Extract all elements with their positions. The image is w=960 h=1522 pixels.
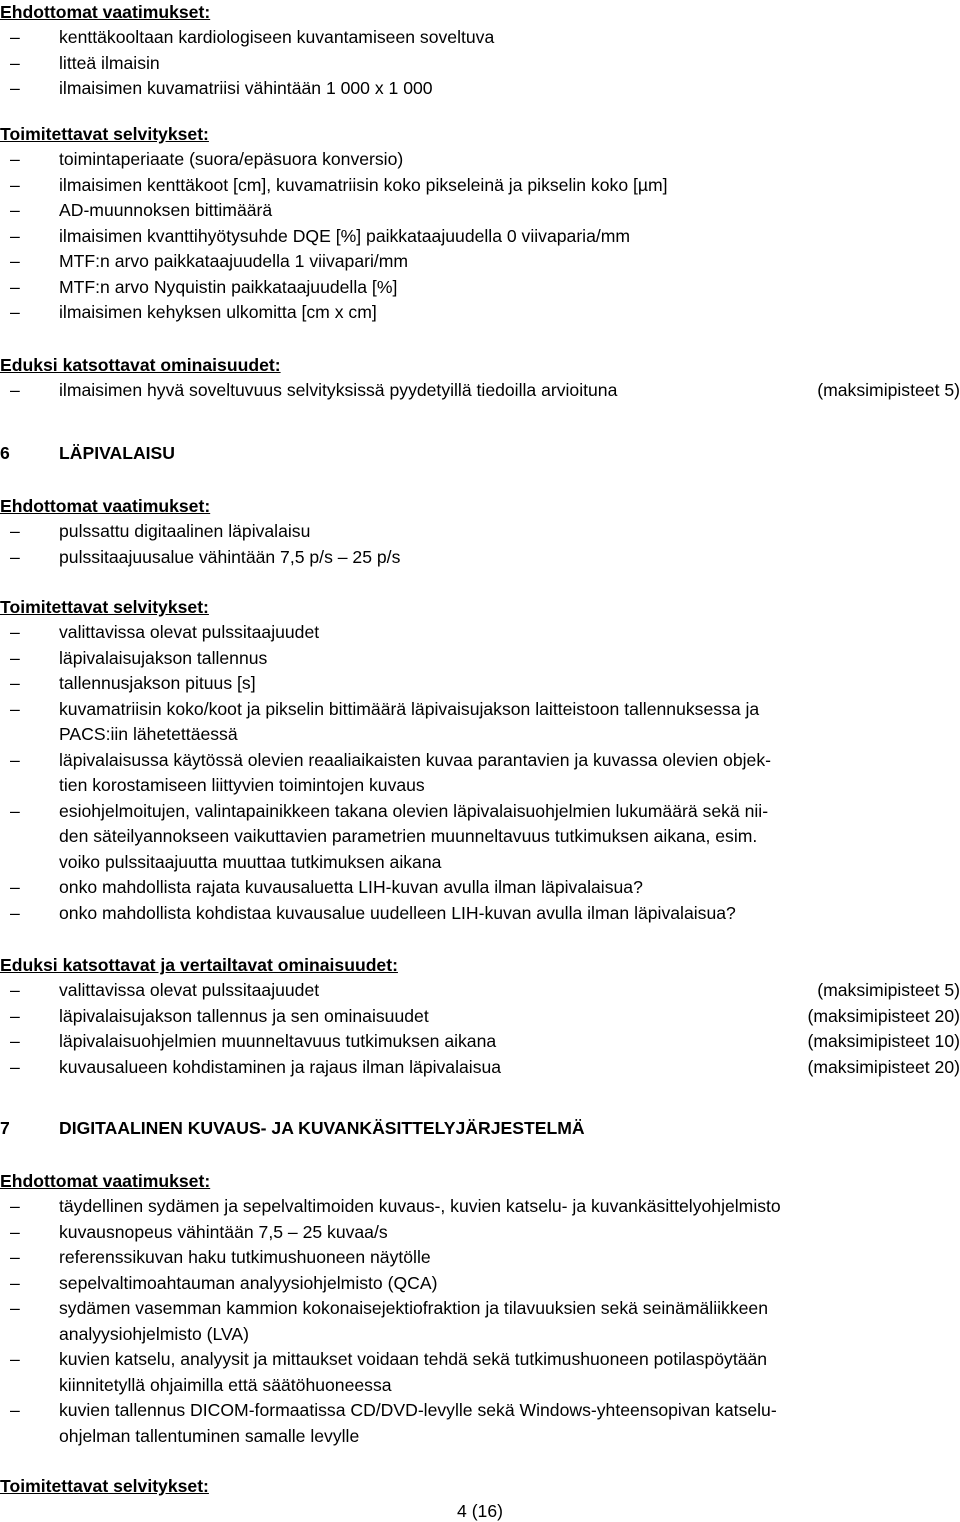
item-text: läpivalaisuohjelmien muunneltavuus tutkimuksen aikana xyxy=(59,1031,497,1051)
dash-icon: – xyxy=(10,1196,20,1216)
dash-icon: – xyxy=(10,251,20,271)
list-item xyxy=(0,147,960,173)
dash-icon: – xyxy=(10,800,20,821)
section-heading: Ehdottomat vaatimukset: xyxy=(0,1171,211,1191)
list-item xyxy=(0,300,960,326)
list-item xyxy=(0,1029,960,1055)
dash-icon: – xyxy=(10,749,20,770)
deliverables-section-2 xyxy=(0,595,960,926)
item-text: MTF:n arvo Nyquistin paikkataajuudella [%] xyxy=(59,276,398,297)
list-item xyxy=(0,76,960,102)
section-7-title xyxy=(0,1116,960,1141)
requirements-section-1 xyxy=(0,0,960,102)
list-item xyxy=(0,1296,960,1347)
dash-icon: – xyxy=(10,902,20,923)
item-text: PACS:iin lähetettäessä xyxy=(59,724,238,744)
dash-icon: – xyxy=(10,1349,20,1369)
section-heading: Ehdottomat vaatimukset: xyxy=(0,496,211,516)
dash-icon: – xyxy=(10,149,20,169)
requirements-section-2 xyxy=(0,494,960,570)
list-item xyxy=(0,25,960,51)
item-text: kiinnitetyllä ohjaimilla että säätöhuoneessa xyxy=(59,1374,392,1395)
requirements-section-3 xyxy=(0,1169,960,1449)
item-text: analyysiohjelmisto (LVA) xyxy=(59,1323,250,1344)
dash-icon: – xyxy=(10,1298,20,1318)
dash-icon: – xyxy=(10,1221,20,1242)
list-item xyxy=(0,1245,960,1271)
list-item xyxy=(0,519,960,545)
list-item xyxy=(0,1055,960,1081)
list-item xyxy=(0,978,960,1004)
list-item xyxy=(0,875,960,901)
dash-icon: – xyxy=(10,52,20,73)
requirements-list xyxy=(0,519,960,570)
list-item xyxy=(0,1347,960,1398)
item-text: valittavissa olevat pulssitaajuudet xyxy=(59,622,320,642)
page-number: 4 (16) xyxy=(457,1501,503,1521)
section-6-title xyxy=(0,441,960,466)
requirements-list xyxy=(0,25,960,102)
dash-icon: – xyxy=(10,1272,20,1293)
list-item xyxy=(0,224,960,250)
dash-icon: – xyxy=(10,200,20,220)
dash-icon: – xyxy=(10,225,20,246)
item-text: kuvausnopeus vähintään 7,5 – 25 kuvaa/s xyxy=(59,1221,388,1242)
max-points: (maksimipisteet 20) xyxy=(807,1056,960,1077)
dash-icon: – xyxy=(10,1031,20,1051)
item-text: ilmaisimen hyvä soveltuvuus selvityksissä pyydetyillä tiedoilla arvioituna xyxy=(59,380,618,400)
item-text: sydämen vasemman kammion kokonaisejektiofraktion ja tilavuuksien sekä seinämäliikkeen xyxy=(59,1298,768,1318)
item-text: referenssikuvan haku tutkimushuoneen näytölle xyxy=(59,1247,431,1267)
dash-icon: – xyxy=(10,1005,20,1026)
item-text: onko mahdollista kohdistaa kuvausalue uudelleen LIH-kuvan avulla ilman läpivalaisua? xyxy=(59,902,736,923)
item-text: tallennusjakson pituus [s] xyxy=(59,673,256,693)
item-text: pulssattu digitaalinen läpivalaisu xyxy=(59,521,311,541)
section-heading: Eduksi katsottavat ja vertailtavat ominaisuudet: xyxy=(0,955,398,975)
advantages-section-1 xyxy=(0,353,960,404)
item-text: den säteilyannokseen vaikuttavien parametrien muunneltavuus tutkimuksen aikana, esim. xyxy=(59,826,758,846)
dash-icon: – xyxy=(10,622,20,642)
item-text: voiko pulssitaajuutta muuttaa tutkimuksen aikana xyxy=(59,851,442,872)
item-text: kuvien katselu, analyysit ja mittaukset voidaan tehdä sekä tutkimushuoneen potilaspöytään xyxy=(59,1349,768,1369)
dash-icon: – xyxy=(10,1056,20,1077)
section-heading: Toimitettavat selvitykset: xyxy=(0,1476,209,1496)
item-text: läpivalaisussa käytössä olevien reaaliaikaisten kuvaa parantavien ja kuvassa olevien objek- xyxy=(59,749,771,770)
dash-icon: – xyxy=(10,380,20,400)
item-text: kuvamatriisin koko/koot ja pikselin bittimäärä läpivaisujakson laitteistoon tallennuksessa ja xyxy=(59,698,760,719)
list-item xyxy=(0,671,960,697)
item-text: esiohjelmoitujen, valintapainikkeen takana olevien läpivalaisuohjelmien lukumäärä sekä nii- xyxy=(59,800,769,821)
list-item xyxy=(0,646,960,672)
section-number: 6 xyxy=(0,443,10,463)
list-item xyxy=(0,198,960,224)
list-item xyxy=(0,620,960,646)
section-heading: Eduksi katsottavat ominaisuudet: xyxy=(0,355,281,375)
item-text: ilmaisimen kenttäkoot [cm], kuvamatriisin koko pikseleinä ja pikselin koko [µm] xyxy=(59,174,668,195)
item-text: valittavissa olevat pulssitaajuudet xyxy=(59,980,320,1000)
deliverables-section-1 xyxy=(0,122,960,326)
list-item xyxy=(0,1398,960,1449)
max-points: (maksimipisteet 5) xyxy=(817,980,960,1000)
section-title: DIGITAALINEN KUVAUS- JA KUVANKÄSITTELYJÄRJESTELMÄ xyxy=(59,1118,585,1138)
dash-icon: – xyxy=(10,1247,20,1267)
max-points: (maksimipisteet 20) xyxy=(807,1005,960,1026)
list-item xyxy=(0,748,960,799)
item-text: ilmaisimen kvanttihyötysuhde DQE [%] paikkataajuudella 0 viivaparia/mm xyxy=(59,225,631,246)
dash-icon: – xyxy=(10,647,20,668)
dash-icon: – xyxy=(10,1400,20,1420)
advantages-list xyxy=(0,378,960,404)
list-item xyxy=(0,51,960,77)
dash-icon: – xyxy=(10,78,20,98)
dash-icon: – xyxy=(10,27,20,47)
item-text: litteä ilmaisin xyxy=(59,52,160,73)
list-item xyxy=(0,697,960,748)
list-item xyxy=(0,173,960,199)
list-item xyxy=(0,275,960,301)
section-heading: Toimitettavat selvitykset: xyxy=(0,124,209,144)
list-item xyxy=(0,545,960,571)
item-text: AD-muunnoksen bittimäärä xyxy=(59,200,273,220)
list-item xyxy=(0,901,960,927)
item-text: kuvausalueen kohdistaminen ja rajaus ilman läpivalaisua xyxy=(59,1056,502,1077)
item-text: pulssitaajuusalue vähintään 7,5 p/s – 25 p/s xyxy=(59,546,401,567)
section-number: 7 xyxy=(0,1118,10,1138)
item-text: onko mahdollista rajata kuvausaluetta LIH-kuvan avulla ilman läpivalaisua? xyxy=(59,877,643,897)
item-text: ilmaisimen kuvamatriisi vähintään 1 000 x 1 000 xyxy=(59,78,433,98)
list-item xyxy=(0,1220,960,1246)
item-text: MTF:n arvo paikkataajuudella 1 viivapari/mm xyxy=(59,251,409,271)
deliverables-list xyxy=(0,147,960,326)
dash-icon: – xyxy=(10,521,20,541)
item-text: läpivalaisujakson tallennus ja sen ominaisuudet xyxy=(59,1005,429,1026)
item-text: ilmaisimen kehyksen ulkomitta [cm x cm] xyxy=(59,302,377,322)
deliverables-list xyxy=(0,620,960,926)
requirements-list xyxy=(0,1194,960,1449)
section-heading: Toimitettavat selvitykset: xyxy=(0,597,209,617)
list-item xyxy=(0,799,960,876)
item-text: kenttäkooltaan kardiologiseen kuvantamiseen soveltuva xyxy=(59,27,495,47)
item-text: kuvien tallennus DICOM-formaatissa CD/DVD-levylle sekä Windows-yhteensopivan katselu- xyxy=(59,1400,777,1420)
dash-icon: – xyxy=(10,276,20,297)
item-text: täydellinen sydämen ja sepelvaltimoiden kuvaus-, kuvien katselu- ja kuvankäsittelyohjelmisto xyxy=(59,1196,781,1216)
dash-icon: – xyxy=(10,546,20,567)
advantages-section-2 xyxy=(0,953,960,1080)
item-text: ohjelman tallentuminen samalle levylle xyxy=(59,1425,360,1446)
dash-icon: – xyxy=(10,673,20,693)
item-text: läpivalaisujakson tallennus xyxy=(59,647,268,668)
dash-icon: – xyxy=(10,174,20,195)
list-item xyxy=(0,1271,960,1297)
max-points: (maksimipisteet 5) xyxy=(817,380,960,400)
deliverables-section-3 xyxy=(0,1474,960,1499)
list-item xyxy=(0,249,960,275)
section-title: LÄPIVALAISU xyxy=(59,443,175,463)
list-item xyxy=(0,1194,960,1220)
list-item xyxy=(0,378,960,404)
dash-icon: – xyxy=(10,302,20,322)
dash-icon: – xyxy=(10,980,20,1000)
section-heading: Ehdottomat vaatimukset: xyxy=(0,2,211,22)
dash-icon: – xyxy=(10,877,20,897)
dash-icon: – xyxy=(10,698,20,719)
list-item xyxy=(0,1004,960,1030)
item-text: sepelvaltimoahtauman analyysiohjelmisto (QCA) xyxy=(59,1272,438,1293)
max-points: (maksimipisteet 10) xyxy=(807,1031,960,1051)
item-text: toimintaperiaate (suora/epäsuora konversio) xyxy=(59,149,404,169)
advantages-list xyxy=(0,978,960,1080)
item-text: tien korostamiseen liittyvien toimintojen kuvaus xyxy=(59,775,425,795)
